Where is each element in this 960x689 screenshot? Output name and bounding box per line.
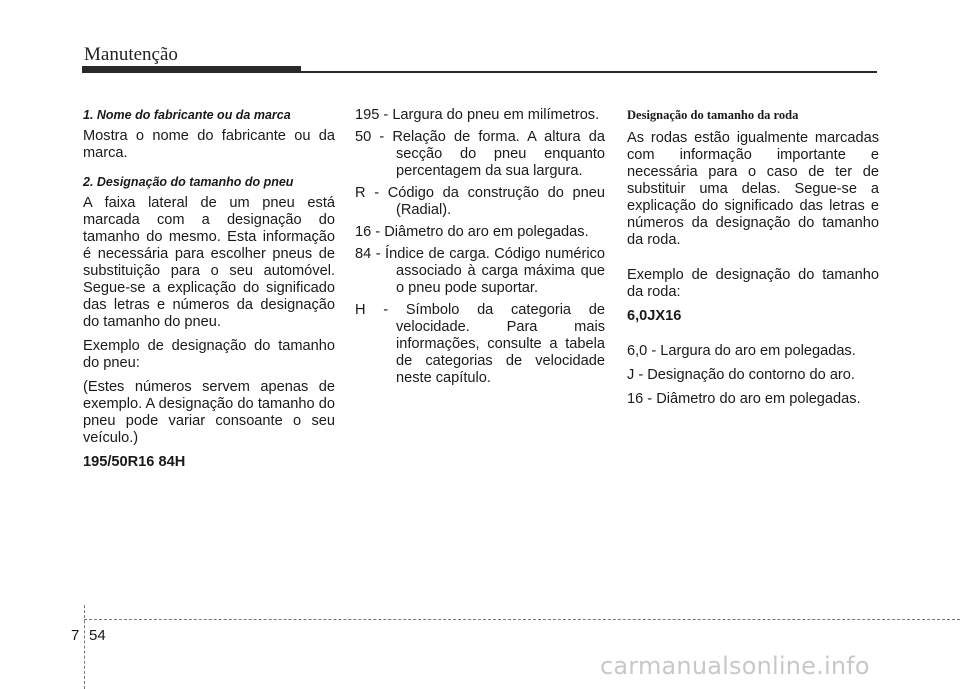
paragraph-tire-example: Exemplo de designação do tamanho do pneu: [83, 338, 335, 371]
header-rule-thick [82, 66, 301, 73]
definition-item: H - Símbolo da categoria de velocidade. Para mais informações, consulte a tabela de categorias de velocidade neste capítulo. [355, 302, 605, 386]
paragraph-tire-size: A faixa lateral de um pneu está marcada com a designação do tamanho do mesmo. Esta informação é necessária para escolher pneus de substituição para o seu automóvel. Segue-se a explicação do significado das letras e números da designação do tamanho do pneu. [83, 195, 335, 330]
paragraph-manufacturer: Mostra o nome do fabricante ou da marca. [83, 128, 335, 161]
column-right [627, 107, 879, 415]
definition-item: 84 - Índice de carga. Código numérico associado à carga máxima que o pneu pode suportar. [355, 246, 605, 296]
tire-size-code: 195/50R16 84H [83, 454, 186, 470]
wheel-item: J - Designação do contorno do aro. [627, 367, 855, 383]
subheading-wheel-size: Designação do tamanho da roda [627, 108, 799, 122]
paragraph-wheel-example: Exemplo de designação do tamanho da roda: [627, 267, 879, 300]
column-left [83, 107, 335, 478]
definition-item: 50 - Relação de forma. A altura da secção do pneu enquanto percentagem da sua largura. [355, 129, 605, 179]
watermark: carmanualsonline.info [600, 652, 870, 680]
wheel-size-code: 6,0JX16 [627, 308, 682, 324]
definition-item: R - Código da construção do pneu (Radial). [355, 185, 605, 218]
header-rule-thin [301, 71, 877, 73]
footer-horizontal-guide [84, 619, 960, 620]
section-title: Manutenção [84, 44, 178, 65]
definition-item: 195 - Largura do pneu em milímetros. [355, 107, 600, 123]
wheel-item: 6,0 - Largura do aro em polegadas. [627, 343, 856, 359]
paragraph-tire-note: (Estes números servem apenas de exemplo. A designação do tamanho do pneu pode variar consoante o seu veículo.) [83, 379, 335, 446]
subheading-tire-size: 2. Designação do tamanho do pneu [83, 175, 294, 189]
subheading-manufacturer: 1. Nome do fabricante ou da marca [83, 108, 291, 122]
chapter-number: 7 [71, 627, 80, 644]
column-middle [355, 107, 605, 392]
page-number: 54 [89, 627, 106, 644]
definition-item: 16 - Diâmetro do aro em polegadas. [355, 224, 589, 240]
wheel-item: 16 - Diâmetro do aro em polegadas. [627, 391, 861, 407]
paragraph-wheel-size: As rodas estão igualmente marcadas com informação importante e necessária para o caso de ter de substituir uma delas. Segue-se a explicação do significado das letras e números da designação do tamanho da roda. [627, 130, 879, 248]
footer-vertical-guide [84, 605, 85, 689]
